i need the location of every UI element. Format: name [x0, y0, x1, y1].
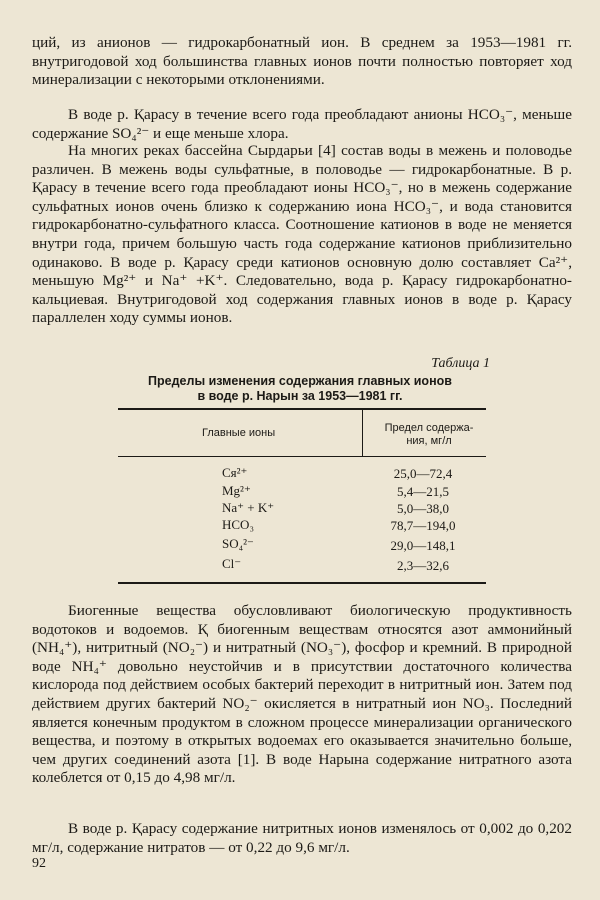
table-caption: Таблица 1: [431, 356, 490, 371]
table-row-range: 5,0—38,0: [397, 501, 449, 516]
table-row-range: 78,7—194,0: [390, 518, 456, 533]
table-title-line1: Пределы изменения содержания главных ионов: [148, 374, 452, 388]
table-row-ion: SO₄²⁻: [222, 536, 254, 551]
table-row-ion: Cя²⁺: [222, 465, 248, 480]
table-title: [110, 374, 490, 404]
table-title-line2: в воде р. Нарын за 1953—1981 гг.: [197, 389, 403, 403]
table-row-ion: HCO₃: [222, 517, 254, 532]
paragraph-karasu-nitrites: В воде р. Қарасу содержание нитритных ионов изменялось от 0,002 до 0,202 мг/л, содержание нитратов — от 0,22 до 9,6 мг/л.: [32, 820, 572, 856]
table-top-rule: [118, 408, 486, 410]
table-row-ion: Na⁺ + K⁺: [222, 500, 275, 515]
page-number: 92: [32, 856, 46, 871]
table-header-divider: [362, 410, 363, 456]
paragraph-karasu-anions: В воде р. Қарасу в течение всего года преобладают анионы HCO₃⁻, меньше содержание SO₄²⁻ и еще меньше хлора.: [32, 106, 572, 142]
table-row-ion: Cl⁻: [222, 556, 242, 571]
table-row-range: 29,0—148,1: [390, 538, 456, 553]
table-header-range-line1: Предел содержа-: [384, 422, 474, 434]
paragraph-biogenic-substances: Биогенные вещества обусловливают биологическую продуктивность водотоков и водоемов. Қ биогенным веществам относятся азот аммонийный (NH₄⁺), нитритный (NO₂⁻) и нитратный (NO₃⁻), фосфор и кремний. В природной воде NH₄⁺ довольно неустойчив и в присутствии достаточного количества кислорода под действием особых бактерий переходит в нитритный ион. Затем под действием других бактерий NO₂⁻ окисляется в нитратный ион NO₃. Последний является конечным продуктом в сложном процессе минерализации органического вещества, и поэтому в открытых водоемах его оказывается значительно больше, чем других соединений азота [1]. В воде Нарына содержание нитратного азота колеблется от 0,15 до 4,98 мг/л.: [32, 602, 572, 787]
table-header-range: [374, 422, 484, 448]
paragraph-syrdarya-composition: На многих реках бассейна Сырдарьи [4] состав воды в межень и половодье различен. В межень воды сульфатные, в половодье — гидрокарбонатные. В р. Қарасу в течение всего года преобладают ионы HCO₃⁻, но в межень содержание сульфатных ионов очень близко к содержанию иона HCO₃⁻, и вода становится гидрокарбонатно-сульфатного класса. Соотношение катионов в воде не меняется внутри года, причем большую часть года содержание катионов приблизительно одинаково. В воде р. Қарасу среди катионов основную долю составляет Ca²⁺, меньшую Mg²⁺ и Na⁺ +K⁺. Следовательно, вода р. Қарасу гидрокарбонатно-кальциевая. Внутригодовой ход содержания главных ионов в воде р. Қарасу параллелен ходу суммы ионов.: [32, 142, 572, 327]
table-row-range: 25,0—72,4: [393, 466, 453, 481]
table-bottom-rule: [118, 582, 486, 584]
paragraph-continuation: ций, из анионов — гидрокарбонатный ион. В среднем за 1953—1981 гг. внутригодовой ход большинства главных ионов почти полностью повторяет ход минерализации с некоторыми отклонениями.: [32, 34, 572, 89]
table-row-ion: Mg²⁺: [222, 483, 251, 498]
table-row-range: 2,3—32,6: [397, 558, 449, 573]
table-header-ions: Главные ионы: [202, 427, 276, 439]
table-row-range: 5,4—21,5: [397, 484, 449, 499]
table-header-rule: [118, 456, 486, 457]
table-header-range-line2: ния, мг/л: [406, 435, 452, 447]
